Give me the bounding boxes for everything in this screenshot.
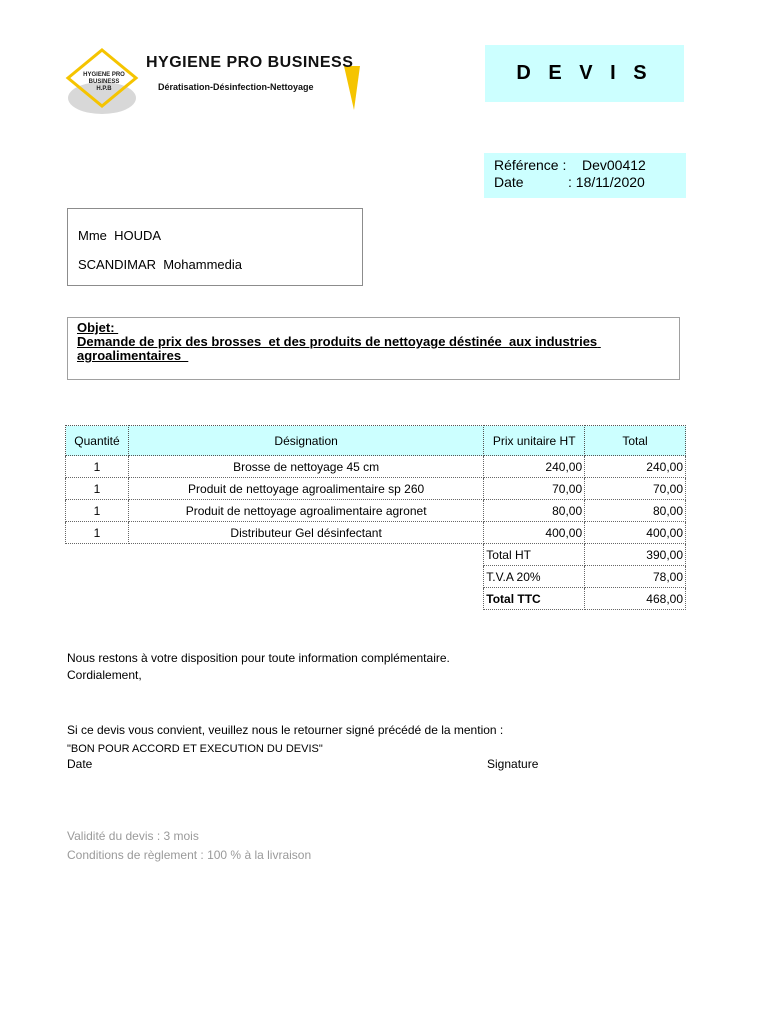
- row-unit-price: 400,00: [484, 522, 585, 544]
- total-ttc-label: Total TTC: [484, 588, 585, 610]
- header-quantity: Quantité: [66, 426, 129, 456]
- signature-date-label: Date: [67, 757, 93, 771]
- logo-yellow-triangle: [344, 66, 360, 110]
- company-logo: [64, 46, 364, 116]
- date-label: Date: [494, 174, 524, 190]
- row-total: 80,00: [585, 500, 686, 522]
- document-type-box: [485, 45, 684, 102]
- totals-row-tva: [66, 566, 686, 588]
- approval-instruction: Si ce devis vous convient, veuillez nous le retourner signé précédé de la mention :: [67, 723, 504, 737]
- reference-label: Référence :: [494, 157, 567, 173]
- date-value: : 18/11/2020: [568, 174, 645, 190]
- subject-box: [67, 317, 680, 380]
- row-quantity: 1: [66, 522, 129, 544]
- total-ht-value: 390,00: [585, 544, 686, 566]
- row-total: 400,00: [585, 522, 686, 544]
- closing-line: Nous restons à votre disposition pour toute information complémentaire.: [67, 651, 450, 665]
- reference-row: [494, 157, 686, 174]
- header-total: Total: [585, 426, 686, 456]
- table-row: [66, 456, 686, 478]
- client-address-box: [67, 208, 363, 286]
- subject-text: Demande de prix des brosses et des produits de nettoyage déstinée aux industries agroalimentaires: [77, 334, 601, 363]
- company-name: HYGIENE PRO BUSINESS: [146, 54, 354, 71]
- row-quantity: 1: [66, 478, 129, 500]
- row-designation: Brosse de nettoyage 45 cm: [128, 456, 483, 478]
- row-unit-price: 240,00: [484, 456, 585, 478]
- payment-conditions: Conditions de règlement : 100 % à la livraison: [67, 848, 312, 862]
- row-unit-price: 80,00: [484, 500, 585, 522]
- total-ttc-value: 468,00: [585, 588, 686, 610]
- row-quantity: 1: [66, 456, 129, 478]
- subject-label: Objet:: [77, 320, 119, 335]
- logo-badge-acronym: H.P.B: [96, 86, 112, 92]
- row-designation: Produit de nettoyage agroalimentaire sp 260: [128, 478, 483, 500]
- reference-value: Dev00412: [582, 157, 646, 173]
- row-designation: Distributeur Gel désinfectant: [128, 522, 483, 544]
- closing-greeting: Cordialement,: [67, 668, 142, 682]
- date-row: [494, 174, 686, 191]
- table-row: [66, 478, 686, 500]
- client-name: Mme HOUDA: [78, 228, 162, 243]
- approval-mention: "BON POUR ACCORD ET EXECUTION DU DEVIS": [67, 743, 323, 755]
- row-quantity: 1: [66, 500, 129, 522]
- table-row: [66, 500, 686, 522]
- tva-value: 78,00: [585, 566, 686, 588]
- signature-label: Signature: [487, 757, 539, 771]
- row-unit-price: 70,00: [484, 478, 585, 500]
- totals-row-ttc: [66, 588, 686, 610]
- client-company: SCANDIMAR Mohammedia: [78, 257, 242, 272]
- table-header-row: [66, 426, 686, 456]
- totals-row-ht: [66, 544, 686, 566]
- reference-box: [484, 153, 686, 198]
- header-designation: Désignation: [128, 426, 483, 456]
- row-total: 70,00: [585, 478, 686, 500]
- header-unit-price: Prix unitaire HT: [484, 426, 585, 456]
- validity-note: Validité du devis : 3 mois: [67, 829, 199, 843]
- row-designation: Produit de nettoyage agroalimentaire agronet: [128, 500, 483, 522]
- quote-items-table: [65, 425, 686, 610]
- tva-label: T.V.A 20%: [484, 566, 585, 588]
- logo-badge: [68, 72, 140, 93]
- row-total: 240,00: [585, 456, 686, 478]
- logo-badge-name: HYGIENE PRO BUSINESS: [83, 72, 125, 85]
- document-type-title: D E V I S: [516, 62, 653, 84]
- table-row: [66, 522, 686, 544]
- company-tagline: Dératisation-Désinfection-Nettoyage: [158, 82, 314, 92]
- total-ht-label: Total HT: [484, 544, 585, 566]
